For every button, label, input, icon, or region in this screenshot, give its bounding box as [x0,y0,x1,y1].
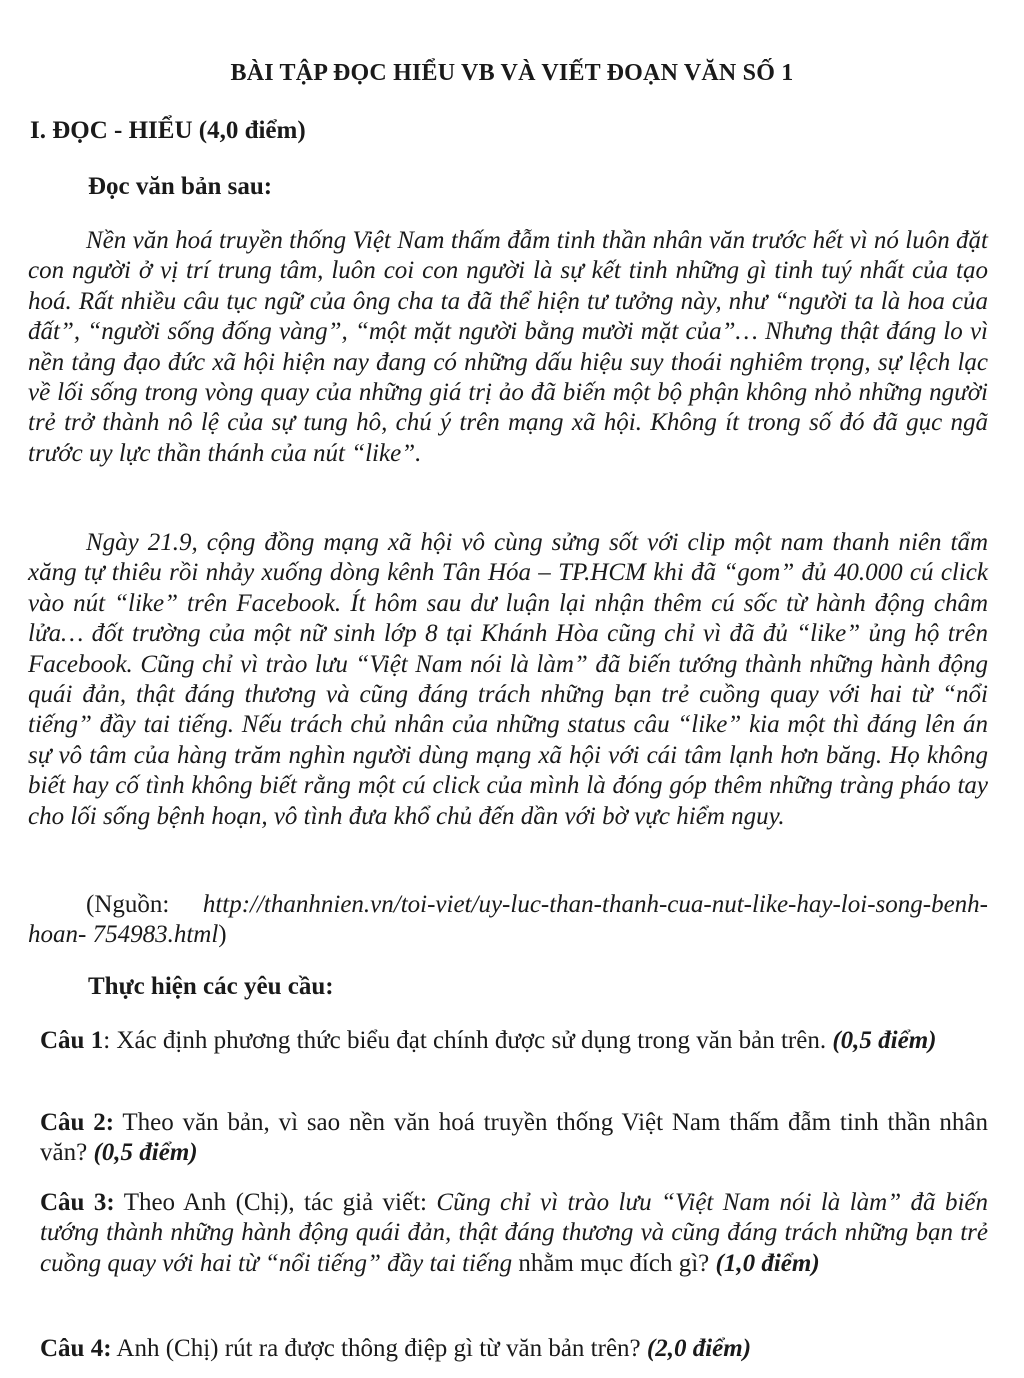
question-1 [40,1026,988,1056]
question-3 [40,1188,988,1279]
tasks-heading: Thực hiện các yêu cầu: [88,973,334,1000]
question-points: (1,0 điểm) [715,1249,820,1277]
question-points: (0,5 điểm) [832,1027,937,1054]
document-title: BÀI TẬP ĐỌC HIỂU VB VÀ VIẾT ĐOẠN VĂN SỐ 1 [230,60,794,86]
question-points: (2,0 điểm) [646,1335,752,1362]
question-points: (0,5 điểm) [93,1139,198,1167]
question-label: Câu 3: [40,1189,115,1216]
question-text: Theo Anh (Chị), tác giả viết: [114,1189,437,1216]
passage-paragraph-1: Nền văn hoá truyền thống Việt Nam thấm đẫm tinh thần nhân văn trước hết vì nó luôn đặt con người ở vị trí trung tâm, luôn coi con người là sự kết tinh những gì tinh tuý nhất của tạo hoá. Rất nhiều câu tục ngữ của ông cha ta đã thể hiện tư tưởng này, như “người ta là hoa của đất”, “người sống đống vàng”, “một mặt người bằng mười mặt của”… Nhưng thật đáng lo vì nền tảng đạo đức xã hội hiện nay đang có những dấu hiệu suy thoái nghiêm trọng, sự lệch lạc về lối sống trong vòng quay của những giá trị ảo đã biến một bộ phận không nhỏ những người trẻ trở thành nô lệ của sự tung hô, chú ý trên mạng xã hội. Không ít trong số đó đã gục ngã trước uy lực thần thánh của nút “like”. [28,227,988,467]
question-text: Theo văn bản, vì sao nền văn hoá truyền thống Việt Nam thấm đẫm tinh thần nhân văn? [40,1109,988,1167]
source-close: ) [218,921,227,949]
passage-paragraph-2: Ngày 21.9, cộng đồng mạng xã hội vô cùng sửng sốt với clip một nam thanh niên tẩm xăng tự thiêu rồi nhảy xuống dòng kênh Tân Hóa – TP.HCM khi đã “gom” đủ 40.000 cú click vào nút “like” trên Facebook. Ít hôm sau dư luận lại nhận thêm cú sốc từ hành động châm lửa… đốt trường của một nữ sinh lớp 8 tại Khánh Hòa cũng chỉ vì đã đủ “like” ủng hộ trên Facebook. Cũng chỉ vì trào lưu “Việt Nam nói là làm” đã biến tướng thành những hành động quái đản, thật đáng thương và cũng đáng trách những bạn trẻ cuồng quay với hai từ “nổi tiếng” đầy tai tiếng. Nếu trách chủ nhân của những status câu “like” kia một thì đáng lên án sự vô tâm của hàng trăm nghìn người dùng mạng xã hội với cái tâm lạnh hơn băng. Họ không biết hay cố tình không biết rằng một cú click của mình là đóng góp thêm những tràng pháo tay cho lối sống bệnh hoạn, vô tình đưa khổ chủ đến dần với bờ vực hiểm nguy. [28,529,988,830]
source-url: http://thanhnien.vn/toi-viet/uy-luc-than-thanh-cua-nut-like-hay-loi-song-benh-hoan- 754983.html [28,891,988,949]
question-4 [40,1334,988,1364]
read-instruction: Đọc văn bản sau: [88,173,273,200]
question-separator: : [103,1027,111,1054]
question-label: Câu 2: [40,1109,115,1136]
question-label: Câu 1 [40,1027,104,1054]
question-text-after: nhằm mục đích gì? [512,1249,716,1277]
question-text: Anh (Chị) rút ra được thông điệp gì từ văn bản trên? [111,1335,647,1362]
question-text: Xác định phương thức biểu đạt chính được sử dụng trong văn bản trên. [110,1027,833,1054]
source-label: (Nguồn: [86,891,170,918]
question-2 [40,1108,988,1169]
question-quote: Cũng chỉ vì trào lưu “Việt Nam nói là làm” đã biến tướng thành những hành động quái đản, thật đáng thương và cũng đáng trách những bạn trẻ cuồng quay với hai từ “nổi tiếng” đầy tai tiếng [40,1189,988,1277]
section-heading: I. ĐỌC - HIỂU (4,0 điểm) [30,117,306,144]
question-label: Câu 4: [40,1335,112,1362]
source-citation [28,890,988,951]
